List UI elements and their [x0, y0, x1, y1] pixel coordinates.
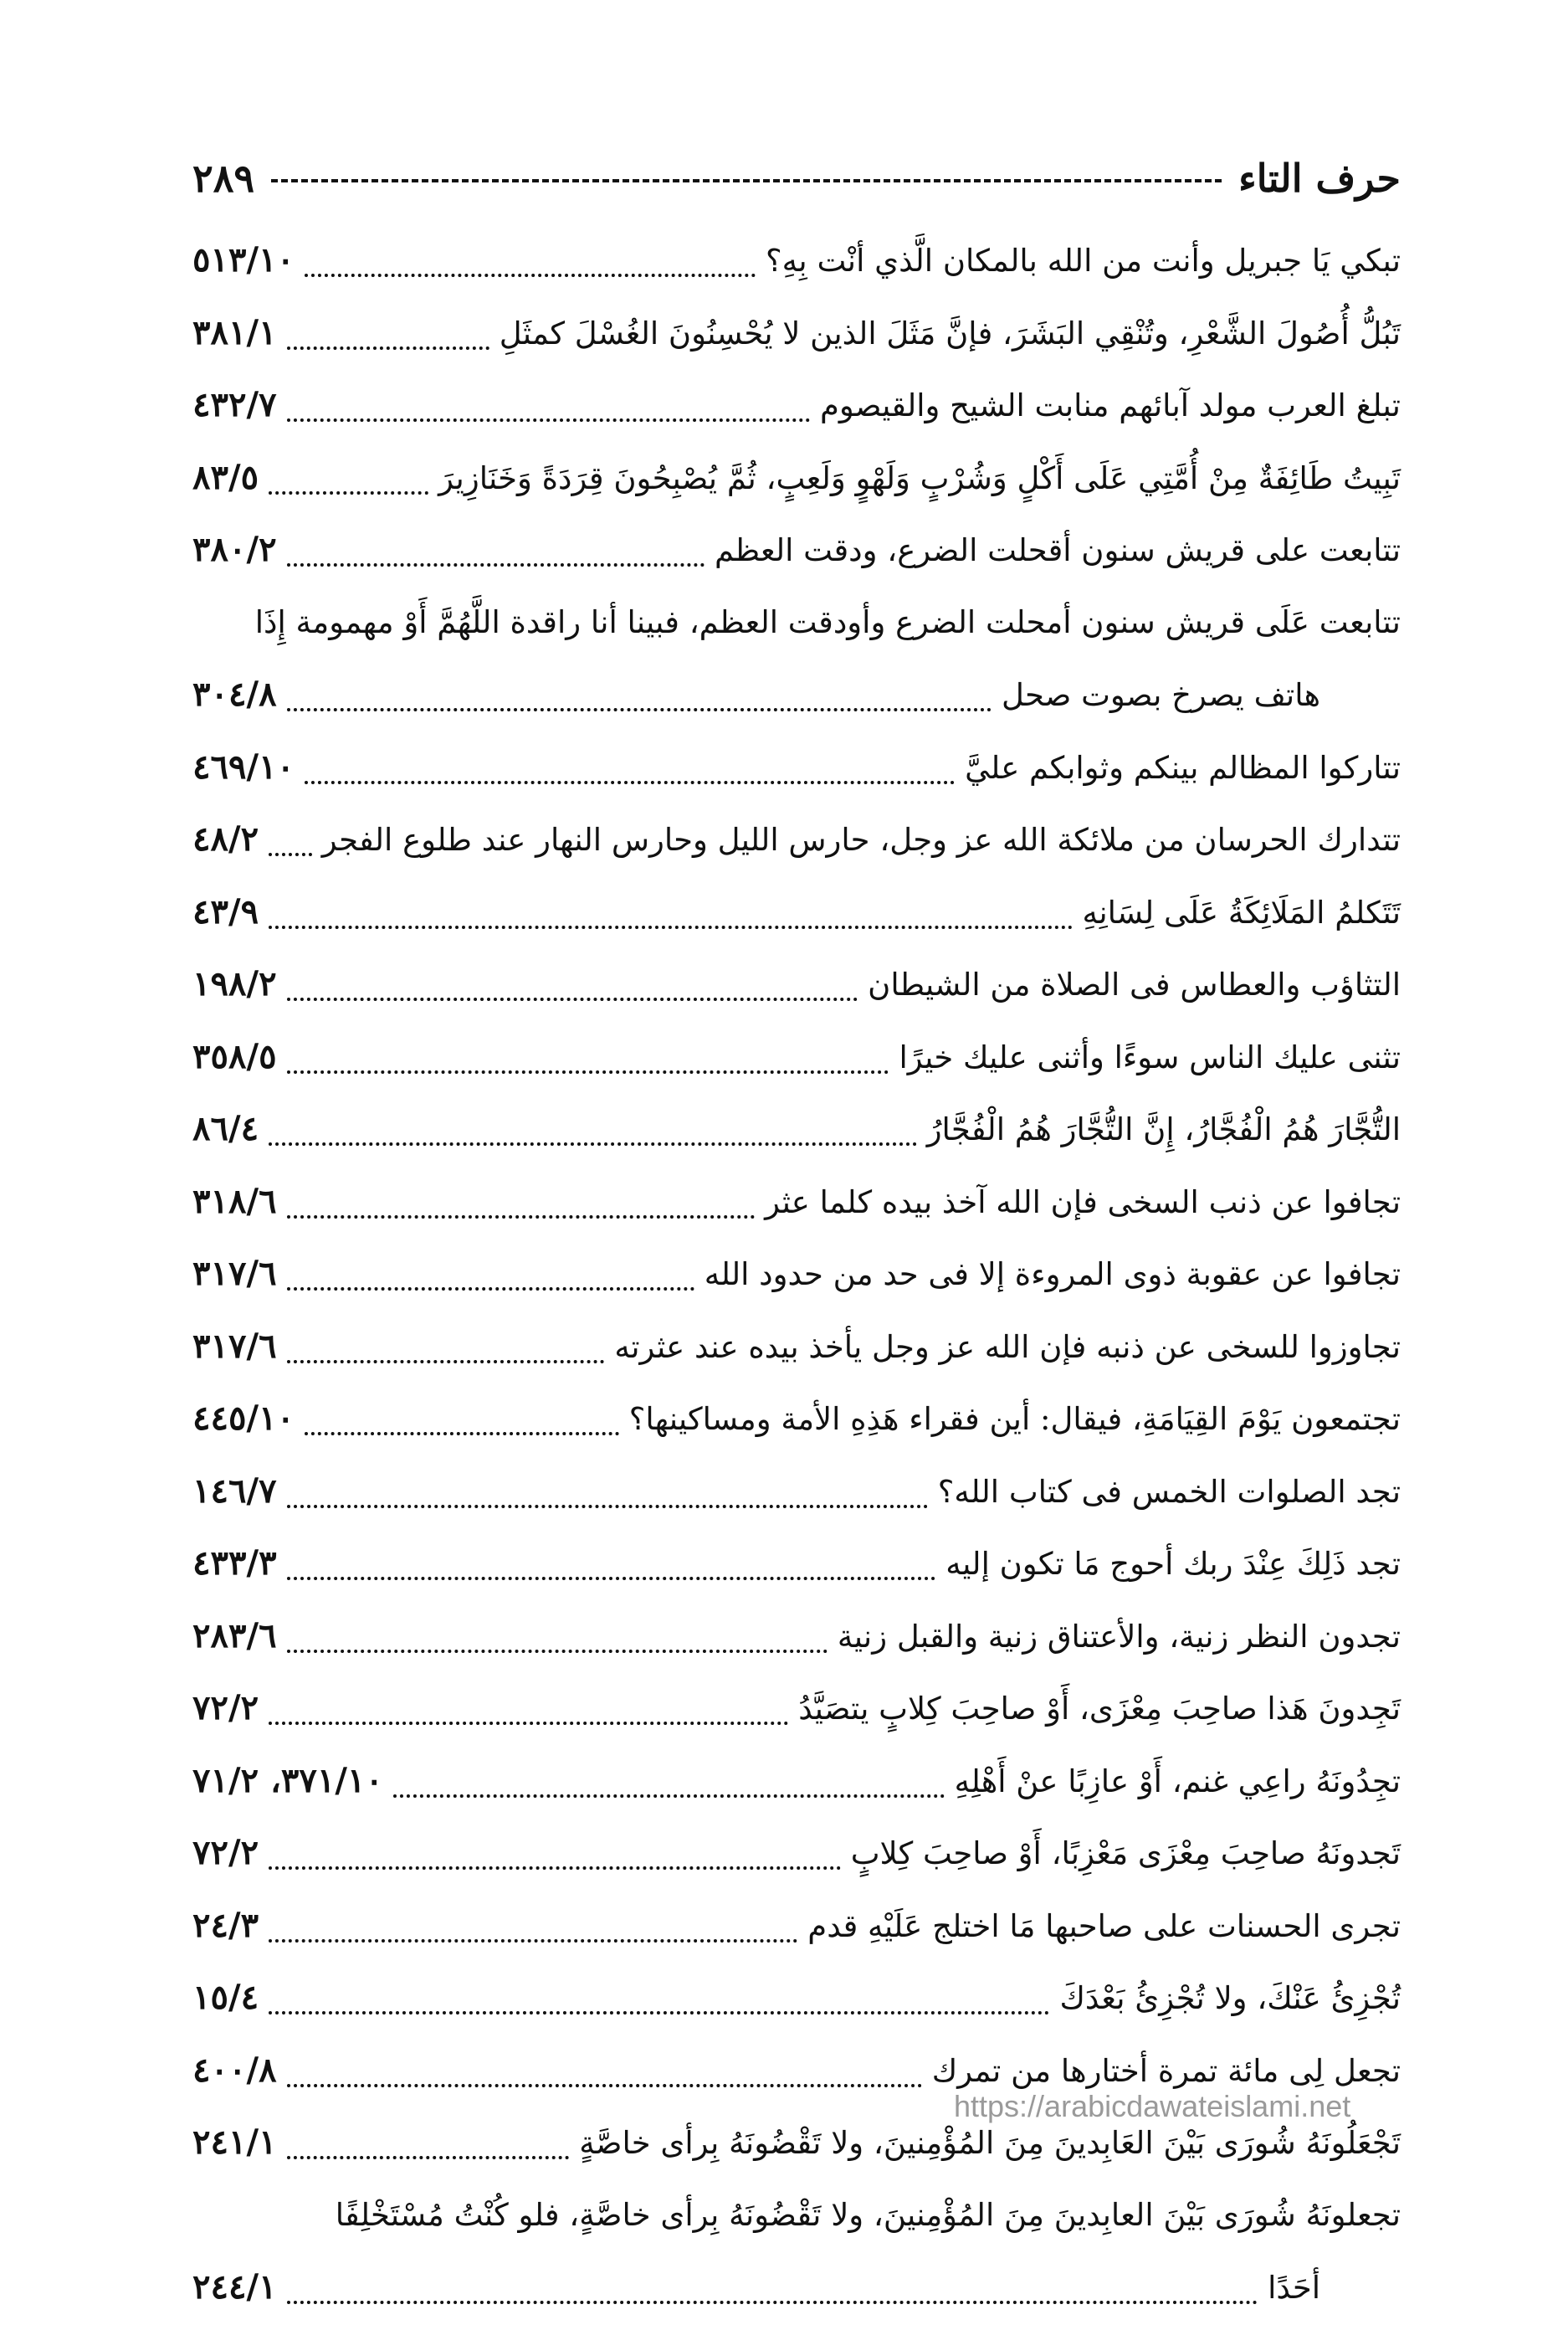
leader-dots [305, 1432, 619, 1435]
entry-text: تجتمعون يَوْمَ القِيَامَةِ، فيقال: أين فقراء هَذِهِ الأمة ومساكينها؟ [628, 1401, 1401, 1437]
entry-text: تبلغ العرب مولد آبائهم منابت الشيح والقيصوم [820, 388, 1401, 423]
entry-text: تَتَكلمُ المَلَائِكَةُ عَلَى لِسَانِهِ [1082, 894, 1401, 931]
index-entry [192, 876, 1401, 949]
entry-text: تجِدُونَهُ راعِي غنم، أَوْ عازِبًا عنْ أَهْلِهِ [954, 1763, 1401, 1799]
entry-reference: ٤٣٣/٣ [192, 1543, 277, 1583]
leader-dots [287, 2084, 922, 2087]
index-entries [192, 224, 1401, 2324]
entry-text: أحَدًا [1268, 2270, 1320, 2306]
index-entry [192, 1817, 1401, 1890]
leader-dots [287, 998, 858, 1001]
entry-text: تتابعت عَلَى قريش سنون أمحلت الضرع وأودقت العظم، فبينا أنا راقدة اللَّهُمَّ أَوْ مهمومة إِذَا [254, 603, 1401, 640]
page-header [192, 149, 1401, 208]
chapter-title: حرف التاء [1238, 156, 1401, 201]
index-entry-continuation [192, 2251, 1401, 2324]
entry-text: تتدارك الحرسان من ملائكة الله عز وجل، حارس الليل وحارس النهار عند طلوع الفجر [321, 822, 1401, 858]
entry-text: تَبُلُّ أُصُولَ الشَّعْرِ، وتُنْقِي البَشَرَ، فإنَّ مَثَلَ الذين لا يُحْسِنُونَ الغُسْلَ كمثَلِ [499, 315, 1401, 352]
index-entry [192, 442, 1401, 515]
entry-reference: ٣٥٨/٥ [192, 1036, 277, 1076]
index-entry [192, 297, 1401, 370]
leader-dots [287, 1070, 889, 1074]
leader-dots [269, 1722, 788, 1725]
leader-dots [393, 1794, 945, 1798]
index-entry [192, 1311, 1401, 1383]
entry-reference: ٨٣/٥ [192, 457, 259, 497]
entry-text: تثنى عليك الناس سوءًا وأثنى عليك خيرًا [899, 1039, 1401, 1075]
entry-text: التُّجَّارَ هُمُ الْفُجَّارُ، إِنَّ التُّجَّارَ هُمُ الْفُجَّارُ [926, 1111, 1401, 1147]
entry-text: تَجِدونَ هَذا صاحِبَ مِعْزَى، أَوْ صاحِبَ كِلابٍ يتصَيَّدُ [798, 1691, 1401, 1727]
entry-text: تَجدونَهُ صاحِبَ مِعْزَى مَعْزِبًا، أَوْ صاحِبَ كِلابٍ [850, 1835, 1401, 1871]
entry-reference: ٤٣٢/٧ [192, 385, 277, 424]
entry-text: تُجْزِئُ عَنْكَ، ولا تُجْزِئُ بَعْدَكَ [1059, 1980, 1401, 2016]
leader-dots [287, 1505, 928, 1508]
leader-dots [305, 781, 955, 784]
index-entry-continuation [192, 659, 1401, 731]
entry-reference: ٤٦٩/١٠ [192, 747, 295, 787]
index-entry [192, 1672, 1401, 1745]
index-entry [192, 803, 1401, 876]
entry-reference: ١٩٨/٢ [192, 964, 277, 1003]
index-entry [192, 1093, 1401, 1166]
entry-reference: ٣٨٠/٢ [192, 530, 277, 569]
index-entry [192, 731, 1401, 804]
index-entry [192, 1383, 1401, 1455]
leader-dots [287, 1287, 694, 1291]
index-entry [192, 1021, 1401, 1094]
entry-text: تجافوا عن ذنب السخى فإن الله آخذ بيده كلما عثر [765, 1183, 1401, 1220]
entry-reference: ٣٧١/١٠، ٧١/٢ [192, 1760, 383, 1800]
leader-dots [269, 926, 1072, 929]
entry-text: هاتف يصرخ بصوت صحل [1001, 677, 1320, 713]
entry-reference: ٣٨١/١ [192, 312, 277, 352]
index-entry [192, 224, 1401, 297]
leader-dots [287, 2301, 1258, 2304]
index-entry [192, 587, 1401, 660]
leader-dots [269, 853, 312, 856]
entry-text: تجافوا عن عقوبة ذوى المروءة إلا فى حد من حدود الله [704, 1256, 1401, 1292]
leader-dots [287, 1650, 828, 1653]
index-entry [192, 1166, 1401, 1239]
leader-dots [287, 563, 705, 567]
entry-text: التثاؤب والعطاس فى الصلاة من الشيطان [868, 967, 1401, 1003]
entry-reference: ٣١٧/٦ [192, 1254, 277, 1293]
leader-dots [269, 1142, 917, 1146]
index-entry [192, 1600, 1401, 1673]
entry-reference: ٢٨٣/٦ [192, 1615, 277, 1655]
entry-text: تجرى الحسنات على صاحبها مَا اختلج عَلَيْهِ قدم [807, 1907, 1401, 1944]
leader-dots [287, 1215, 756, 1219]
leader-dots [269, 491, 428, 495]
leader-dots [287, 346, 489, 350]
entry-reference: ٤٣/٩ [192, 891, 259, 932]
leader-dots [287, 708, 992, 711]
entry-text: تجد ذَلِكَ عِنْدَ ربك أحوج مَا تكون إليه [945, 1546, 1401, 1582]
entry-reference: ٤٠٠/٨ [192, 2050, 277, 2090]
entry-text: تجد الصلوات الخمس فى كتاب الله؟ [937, 1473, 1401, 1510]
index-entry [192, 369, 1401, 442]
leader-dots [269, 1939, 797, 1943]
leader-dots [305, 274, 756, 277]
index-entry [192, 1527, 1401, 1600]
entry-reference: ٣١٨/٦ [192, 1181, 277, 1221]
entry-reference: ٢٤٤/١ [192, 2267, 277, 2307]
leader-dots [287, 2156, 570, 2159]
page-number: ٢٨٩ [192, 156, 255, 201]
watermark-url: https://arabicdawateislami.net [954, 2089, 1351, 2123]
entry-reference: ٤٨/٢ [192, 819, 259, 859]
index-entry [192, 1455, 1401, 1528]
index-entry [192, 1890, 1401, 1963]
entry-reference: ٣١٧/٦ [192, 1326, 277, 1366]
entry-text: تجدون النظر زنية، والأعتناق زنية والقبل زنية [837, 1618, 1401, 1655]
leader-dots [269, 2011, 1049, 2014]
header-rule [271, 179, 1222, 182]
entry-text: تَبِيتُ طَائِفَةٌ مِنْ أُمَّتِي عَلَى أَكْلٍ وَشُرْبٍ وَلَهْوٍ وَلَعِبٍ، ثُمَّ يُصْبِحُونَ قِرَدَةً وَخَنَازِيرَ [438, 459, 1401, 496]
leader-dots [269, 1866, 841, 1870]
leader-dots [287, 418, 810, 422]
entry-reference: ٧٢/٢ [192, 1833, 259, 1872]
entry-text: تَجْعَلُونَهُ شُورَى بَيْنَ العَابِدينَ مِنَ المُؤْمِنينَ، ولا تَقْضُونَهُ بِرأى خاصَّةٍ [579, 2125, 1401, 2161]
entry-reference: ١٥/٤ [192, 1978, 259, 2017]
entry-reference: ٧٢/٢ [192, 1688, 259, 1727]
entry-reference: ٨٦/٤ [192, 1109, 259, 1148]
entry-reference: ٢٤/٣ [192, 1905, 259, 1945]
index-entry [192, 1745, 1401, 1818]
entry-reference: ٥١٣/١٠ [192, 240, 295, 280]
index-entry [192, 1238, 1401, 1311]
leader-dots [287, 1577, 936, 1580]
entry-reference: ١٤٦/٧ [192, 1470, 277, 1511]
index-entry [192, 1962, 1401, 2035]
index-entry [192, 2179, 1401, 2252]
entry-text: تجاوزوا للسخى عن ذنبه فإن الله عز وجل يأخذ بيده عند عثرته [614, 1328, 1401, 1365]
entry-text: تتابعت على قريش سنون أقحلت الضرع، ودقت العظم [715, 532, 1401, 568]
entry-reference: ٣٠٤/٨ [192, 675, 277, 714]
entry-text: تبكي يَا جبريل وأنت من الله بالمكان الَّذي أنْت بِهِ؟ [765, 243, 1401, 279]
entry-text: تجعلونَهُ شُورَى بَيْنَ العابِدينَ مِنَ المُؤْمِنينَ، ولا تَقْضُونَهُ بِرأى خاصَّةٍ، فلو كُنْتُ مُسْتَخْلِفًا [335, 2196, 1401, 2233]
index-entry [192, 948, 1401, 1021]
entry-reference: ٤٤٥/١٠ [192, 1399, 295, 1438]
index-entry [192, 514, 1401, 587]
entry-reference: ٢٤١/١ [192, 2122, 277, 2162]
entry-text: تتاركوا المظالم بينكم وثوابكم عليَّ [965, 749, 1401, 786]
leader-dots [287, 1360, 605, 1363]
entry-text: تجعل لِى مائة تمرة أختارها من تمرك [931, 2052, 1401, 2089]
